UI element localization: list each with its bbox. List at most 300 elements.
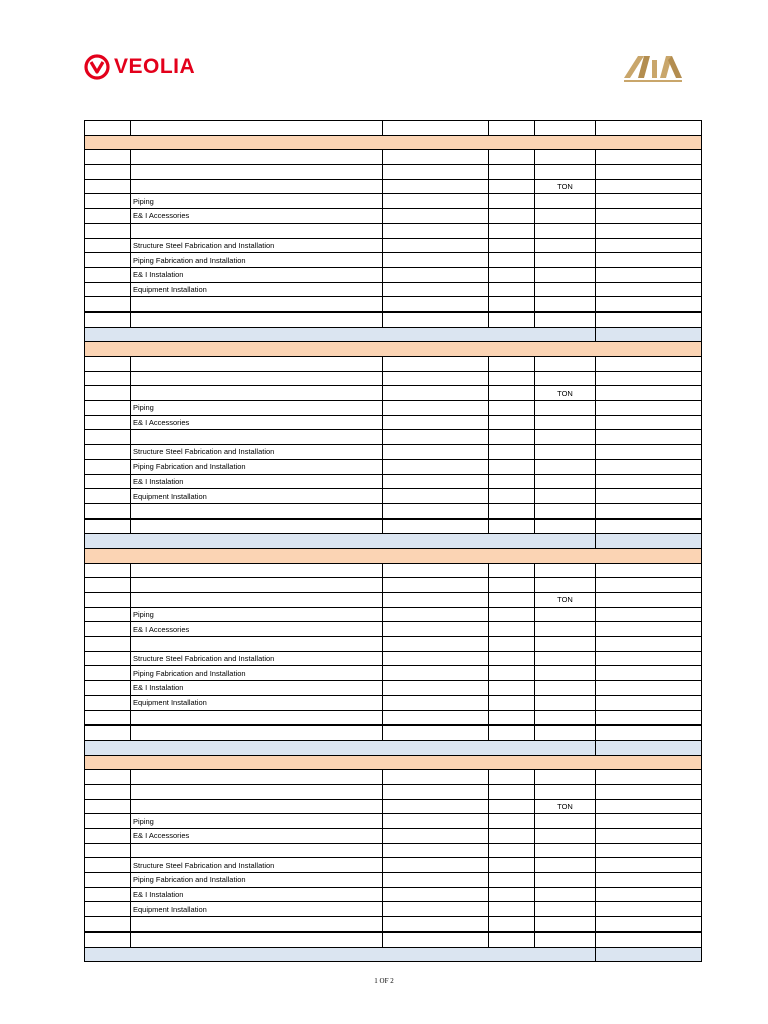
section-header-row (85, 548, 702, 563)
table-cell (383, 474, 489, 489)
table-cell (383, 681, 489, 696)
total-label-cell (85, 327, 596, 342)
partner-logo-icon (622, 52, 684, 88)
table-cell (596, 666, 702, 681)
table-row (85, 932, 702, 947)
table-row (85, 179, 702, 194)
table-cell (383, 282, 489, 297)
table-row (85, 238, 702, 253)
table-cell (596, 371, 702, 386)
table-cell (383, 445, 489, 460)
table-row (85, 209, 702, 224)
table-row (85, 267, 702, 282)
table-cell (383, 932, 489, 947)
table-cell (383, 312, 489, 327)
table-cell (596, 386, 702, 401)
table-cell (85, 607, 131, 622)
table-cell (383, 710, 489, 725)
item-unit (535, 371, 596, 386)
table-cell (489, 784, 535, 799)
total-label-cell (85, 740, 596, 755)
item-description (131, 784, 383, 799)
item-description (131, 430, 383, 445)
item-description: Piping Fabrication and Installation (131, 459, 383, 474)
table-cell (383, 695, 489, 710)
table-cell (85, 563, 131, 578)
table-row (85, 858, 702, 873)
table-row (85, 194, 702, 209)
table-cell (489, 489, 535, 504)
table-cell (596, 121, 702, 136)
table-cell (596, 563, 702, 578)
table-cell (85, 489, 131, 504)
table-cell (383, 297, 489, 312)
table-cell (596, 445, 702, 460)
item-description (131, 223, 383, 238)
table-cell (383, 725, 489, 740)
table-cell (85, 873, 131, 888)
table-cell (85, 843, 131, 858)
item-unit (535, 223, 596, 238)
section-header-row (85, 342, 702, 357)
item-unit (535, 150, 596, 165)
table-row (85, 917, 702, 932)
table-cell (85, 932, 131, 947)
table-cell (85, 312, 131, 327)
table-row (85, 357, 702, 372)
item-description (131, 179, 383, 194)
item-unit (535, 666, 596, 681)
section-band (85, 135, 702, 150)
table-cell (383, 459, 489, 474)
table-cell (489, 357, 535, 372)
table-row (85, 829, 702, 844)
item-unit (535, 651, 596, 666)
table-row (85, 297, 702, 312)
table-cell (383, 666, 489, 681)
table-row (85, 312, 702, 327)
item-unit (535, 563, 596, 578)
table-row (85, 401, 702, 416)
table-cell (489, 622, 535, 637)
item-unit (535, 401, 596, 416)
table-cell (489, 917, 535, 932)
item-description (131, 503, 383, 518)
table-row (85, 489, 702, 504)
item-unit (535, 209, 596, 224)
total-value-cell (596, 740, 702, 755)
table-cell (85, 710, 131, 725)
table-cell (489, 445, 535, 460)
total-label-cell (85, 534, 596, 549)
table-cell (489, 695, 535, 710)
table-cell (383, 917, 489, 932)
table-cell (596, 651, 702, 666)
table-cell (596, 593, 702, 608)
item-description (131, 593, 383, 608)
item-unit (535, 459, 596, 474)
table-cell (383, 651, 489, 666)
table-row (85, 563, 702, 578)
section-band (85, 755, 702, 770)
item-unit (535, 637, 596, 652)
item-description: E& I Instalation (131, 267, 383, 282)
table-header-row (85, 121, 702, 136)
page-number: 1 OF 2 (374, 977, 394, 985)
table-cell (383, 622, 489, 637)
section-band (85, 548, 702, 563)
table-cell (85, 165, 131, 180)
table-cell (596, 312, 702, 327)
item-unit (535, 312, 596, 327)
item-description (131, 150, 383, 165)
table-cell (596, 415, 702, 430)
table-cell (489, 459, 535, 474)
table-cell (596, 784, 702, 799)
table-cell (489, 519, 535, 534)
table-cell (383, 179, 489, 194)
table-cell (383, 223, 489, 238)
table-cell (383, 563, 489, 578)
table-cell (596, 829, 702, 844)
table-cell (596, 282, 702, 297)
table-cell (596, 223, 702, 238)
table-cell (489, 651, 535, 666)
item-unit (535, 503, 596, 518)
table-cell (85, 799, 131, 814)
item-description (131, 917, 383, 932)
table-cell (489, 386, 535, 401)
item-unit (535, 932, 596, 947)
item-description: Piping (131, 607, 383, 622)
brand-name: VEOLIA (114, 55, 196, 78)
item-unit (535, 681, 596, 696)
item-unit: TON (535, 799, 596, 814)
table-row (85, 607, 702, 622)
table-cell (85, 357, 131, 372)
table-cell (596, 681, 702, 696)
table-cell (596, 503, 702, 518)
item-unit (535, 282, 596, 297)
table-cell (85, 666, 131, 681)
item-unit (535, 873, 596, 888)
table-cell (596, 710, 702, 725)
item-description (131, 371, 383, 386)
item-description: Piping (131, 814, 383, 829)
item-description: Piping Fabrication and Installation (131, 253, 383, 268)
table-cell (489, 843, 535, 858)
table-row (85, 371, 702, 386)
table-cell (596, 695, 702, 710)
item-description: E& I Accessories (131, 209, 383, 224)
item-unit (535, 253, 596, 268)
table-cell (383, 194, 489, 209)
table-cell (85, 459, 131, 474)
table-cell (383, 165, 489, 180)
table-cell (383, 371, 489, 386)
table-row (85, 430, 702, 445)
table-cell (383, 357, 489, 372)
section-header-row (85, 135, 702, 150)
table-cell (383, 873, 489, 888)
table-cell (596, 474, 702, 489)
item-unit (535, 297, 596, 312)
item-unit (535, 858, 596, 873)
table-cell (489, 194, 535, 209)
table-cell (596, 267, 702, 282)
section-header-row (85, 755, 702, 770)
table-row (85, 873, 702, 888)
item-description: E& I Instalation (131, 887, 383, 902)
table-cell (131, 121, 383, 136)
table-cell (383, 770, 489, 785)
table-row (85, 784, 702, 799)
table-cell (596, 150, 702, 165)
item-unit (535, 430, 596, 445)
table-cell (383, 637, 489, 652)
table-cell (489, 666, 535, 681)
item-unit (535, 194, 596, 209)
table-cell (85, 267, 131, 282)
item-description: Structure Steel Fabrication and Installation (131, 651, 383, 666)
table-cell (85, 637, 131, 652)
table-cell (596, 770, 702, 785)
table-cell (489, 799, 535, 814)
table-cell (489, 401, 535, 416)
table-cell (383, 401, 489, 416)
table-cell (489, 415, 535, 430)
table-cell (85, 519, 131, 534)
item-unit (535, 622, 596, 637)
table-cell (596, 578, 702, 593)
item-description (131, 312, 383, 327)
table-row (85, 725, 702, 740)
table-cell (85, 725, 131, 740)
table-cell (85, 209, 131, 224)
table-row (85, 503, 702, 518)
table-row (85, 695, 702, 710)
item-description (131, 357, 383, 372)
item-description (131, 563, 383, 578)
item-unit (535, 415, 596, 430)
table-cell (85, 474, 131, 489)
table-row (85, 593, 702, 608)
table-cell (383, 430, 489, 445)
table-row (85, 651, 702, 666)
table-cell (489, 223, 535, 238)
table-cell (489, 814, 535, 829)
table-cell (596, 194, 702, 209)
item-description (131, 843, 383, 858)
item-description: Structure Steel Fabrication and Installation (131, 445, 383, 460)
table-cell (489, 725, 535, 740)
table-cell (383, 578, 489, 593)
table-cell (383, 887, 489, 902)
item-unit (535, 607, 596, 622)
table-cell (489, 312, 535, 327)
table-cell (85, 150, 131, 165)
item-unit: TON (535, 179, 596, 194)
table-row (85, 253, 702, 268)
table-cell (596, 607, 702, 622)
item-description: Piping (131, 194, 383, 209)
table-cell (85, 194, 131, 209)
table-cell (489, 932, 535, 947)
table-cell (596, 622, 702, 637)
table-cell (489, 578, 535, 593)
item-unit (535, 357, 596, 372)
item-description: Structure Steel Fabrication and Installation (131, 858, 383, 873)
table-cell (383, 415, 489, 430)
table-cell (85, 917, 131, 932)
veolia-logo (84, 52, 195, 82)
table-cell (489, 858, 535, 873)
table-cell (85, 784, 131, 799)
table-cell (489, 179, 535, 194)
table-cell (85, 415, 131, 430)
table-cell (596, 873, 702, 888)
item-description: Equipment Installation (131, 695, 383, 710)
item-unit (535, 695, 596, 710)
item-description (131, 932, 383, 947)
item-description: Piping Fabrication and Installation (131, 666, 383, 681)
table-cell (85, 121, 131, 136)
table-cell (85, 371, 131, 386)
table-cell (489, 238, 535, 253)
item-unit: TON (535, 593, 596, 608)
table-cell (85, 445, 131, 460)
table-cell (596, 430, 702, 445)
table-cell (85, 238, 131, 253)
section-total-row (85, 534, 702, 549)
table-cell (85, 887, 131, 902)
item-unit (535, 710, 596, 725)
table-cell (85, 770, 131, 785)
table-cell (489, 770, 535, 785)
item-description: Equipment Installation (131, 489, 383, 504)
table-cell (489, 253, 535, 268)
item-unit (535, 267, 596, 282)
table-cell (489, 150, 535, 165)
table-cell (489, 593, 535, 608)
table-row (85, 165, 702, 180)
table-cell (85, 401, 131, 416)
item-unit (535, 238, 596, 253)
table-cell (596, 902, 702, 917)
table-cell (596, 887, 702, 902)
table-cell (85, 179, 131, 194)
table-row (85, 799, 702, 814)
item-description: Piping Fabrication and Installation (131, 873, 383, 888)
table-cell (596, 858, 702, 873)
item-unit (535, 902, 596, 917)
table-cell (85, 622, 131, 637)
table-cell (383, 121, 489, 136)
table-cell (383, 150, 489, 165)
item-unit: TON (535, 386, 596, 401)
section-total-row (85, 740, 702, 755)
item-description (131, 578, 383, 593)
table-cell (596, 917, 702, 932)
section-total-row (85, 947, 702, 962)
table-row (85, 666, 702, 681)
table-cell (383, 607, 489, 622)
table-cell (489, 710, 535, 725)
item-description: Structure Steel Fabrication and Installation (131, 238, 383, 253)
item-description: E& I Accessories (131, 622, 383, 637)
table-cell (85, 593, 131, 608)
item-description (131, 725, 383, 740)
table-cell (489, 563, 535, 578)
table-cell (489, 282, 535, 297)
table-cell (85, 858, 131, 873)
cost-breakdown-table (84, 120, 702, 962)
table-cell (596, 489, 702, 504)
item-unit (535, 725, 596, 740)
item-description: Equipment Installation (131, 902, 383, 917)
table-cell (489, 873, 535, 888)
table-cell (489, 829, 535, 844)
item-description (131, 710, 383, 725)
table-row (85, 578, 702, 593)
table-cell (85, 223, 131, 238)
section-band (85, 342, 702, 357)
table-cell (489, 607, 535, 622)
table-row (85, 681, 702, 696)
table-cell (596, 799, 702, 814)
table-cell (85, 253, 131, 268)
page-header (0, 0, 768, 110)
table-cell (489, 267, 535, 282)
table-cell (85, 430, 131, 445)
table-cell (489, 681, 535, 696)
table-cell (489, 371, 535, 386)
table-cell (596, 253, 702, 268)
table-row (85, 519, 702, 534)
item-unit (535, 578, 596, 593)
table-row (85, 150, 702, 165)
table-cell (596, 843, 702, 858)
table-cell (489, 209, 535, 224)
table-cell (596, 179, 702, 194)
table-cell (383, 386, 489, 401)
table-row (85, 223, 702, 238)
item-unit (535, 165, 596, 180)
table-cell (596, 401, 702, 416)
table-cell (596, 814, 702, 829)
table-cell (596, 209, 702, 224)
table-cell (383, 902, 489, 917)
table-cell (85, 814, 131, 829)
table-cell (383, 489, 489, 504)
item-description: E& I Accessories (131, 829, 383, 844)
item-unit (535, 489, 596, 504)
item-description (131, 519, 383, 534)
table-row (85, 459, 702, 474)
item-unit (535, 474, 596, 489)
table-cell (383, 829, 489, 844)
table-cell (489, 474, 535, 489)
table-cell (596, 238, 702, 253)
item-description: E& I Instalation (131, 681, 383, 696)
table-cell (85, 695, 131, 710)
table-row (85, 415, 702, 430)
item-description (131, 297, 383, 312)
table-cell (596, 725, 702, 740)
item-unit (535, 784, 596, 799)
item-description: Piping (131, 401, 383, 416)
table-cell (596, 932, 702, 947)
